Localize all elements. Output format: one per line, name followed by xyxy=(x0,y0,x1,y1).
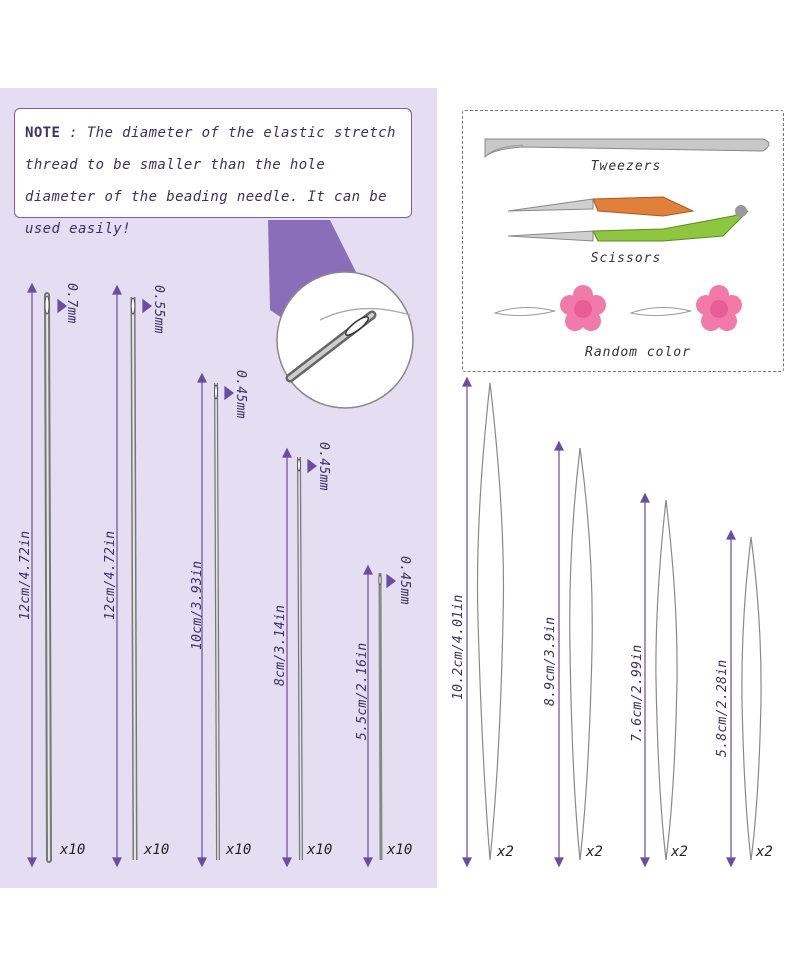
needle-1-hole: 0.7mm xyxy=(64,283,79,324)
needle-2-hole: 0.55mm xyxy=(151,285,166,334)
needle-2-length: 12cm/4.72in xyxy=(103,530,118,620)
needle-5-length: 5.5cm/2.16in xyxy=(355,642,370,740)
needle-4-hole: 0.45mm xyxy=(316,442,331,491)
threaders-label: Random color xyxy=(585,345,691,360)
big-eye-4-qty: x2 xyxy=(756,844,773,860)
big-eye-4-length: 5.8cm/2.28in xyxy=(715,659,730,757)
needle-2-qty: x10 xyxy=(144,842,170,858)
scissors-label: Scissors xyxy=(590,251,662,266)
needle-1-length: 12cm/4.72in xyxy=(18,530,33,620)
big-eye-length-arrows xyxy=(463,378,735,866)
length-arrows xyxy=(28,284,395,866)
big-eye-needle xyxy=(570,448,593,860)
beading-needle xyxy=(379,573,381,860)
big-eye-3-qty: x2 xyxy=(671,844,688,860)
needle-1-qty: x10 xyxy=(60,842,86,858)
big-eye-2-qty: x2 xyxy=(586,844,603,860)
note-text: : The diameter of the elastic stretch thread to be smaller than the hole diameter of the beading needle. It can be used easily! xyxy=(25,125,396,237)
big-eye-needle xyxy=(656,500,677,860)
beading-needle xyxy=(298,457,302,860)
big-eye-needle xyxy=(478,383,504,860)
needle-3-qty: x10 xyxy=(226,842,252,858)
big-eye-2-length: 8.9cm/3.9in xyxy=(543,616,558,706)
beading-needle xyxy=(45,295,49,860)
needle-4-length: 8cm/3.14in xyxy=(273,604,288,686)
needle-5-hole: 0.45mm xyxy=(397,556,412,605)
needle-5-qty: x10 xyxy=(387,842,413,858)
needle-3-length: 10cm/3.93in xyxy=(190,560,205,650)
note-label: NOTE xyxy=(25,125,61,141)
tweezers-label: Tweezers xyxy=(590,159,662,174)
big-eye-1-qty: x2 xyxy=(497,844,514,860)
needle-4-qty: x10 xyxy=(307,842,333,858)
big-eye-1-length: 10.2cm/4.01in xyxy=(451,594,466,700)
beading-needle xyxy=(215,383,219,860)
big-eye-needle xyxy=(742,537,761,860)
needle-3-hole: 0.45mm xyxy=(233,370,248,419)
big-eye-3-length: 7.6cm/2.99in xyxy=(630,644,645,742)
beading-needle xyxy=(131,297,135,860)
